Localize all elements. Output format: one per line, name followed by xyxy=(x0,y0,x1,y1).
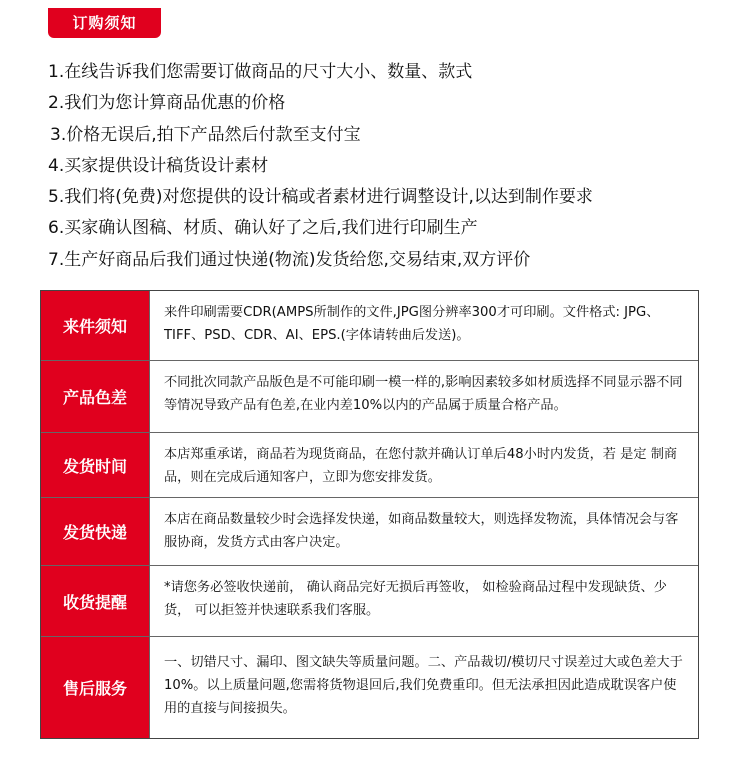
row-label: 发货时间 xyxy=(41,433,149,497)
order-steps-list xyxy=(48,57,728,276)
step-3: 3.价格无误后,拍下产品然后付款至支付宝 xyxy=(50,124,361,145)
info-table xyxy=(40,290,699,739)
row-text: 本店郑重承诺，商品若为现货商品，在您付款并确认订单后48小时内发货，若 是定 制商品，则在完成后通知客户，立即为您安排发货。 xyxy=(149,433,698,497)
step-5: 5.我们将(免费)对您提供的设计稿或者素材进行调整设计,以达到制作要求 xyxy=(48,187,593,208)
row-text: 本店在商品数量较少时会选择发快递，如商品数量较大，则选择发物流，具体情况会与客服协商，发货方式由客户决定。 xyxy=(149,498,698,565)
row-label: 来件须知 xyxy=(41,291,149,360)
table-row-shipping-time xyxy=(41,433,698,498)
step-4: 4.买家提供设计稿货设计素材 xyxy=(48,155,269,176)
table-row-receipt-reminder xyxy=(41,566,698,637)
order-notice-tag: 订购须知 xyxy=(48,8,161,38)
step-2: 2.我们为您计算商品优惠的价格 xyxy=(48,93,286,114)
table-row-color-difference xyxy=(41,361,698,433)
step-7: 7.生产好商品后我们通过快递(物流)发货给您,交易结束,双方评价 xyxy=(48,249,531,270)
row-text: 一、切错尺寸、漏印、图文缺失等质量问题。二、产品裁切/模切尺寸误差过大或色差大于10%。以上质量问题,您需将货物退回后,我们免费重印。但无法承担因此造成耽误客户使用的直接与间接损失。 xyxy=(149,637,698,738)
step-1: 1.在线告诉我们您需要订做商品的尺寸大小、数量、款式 xyxy=(48,62,473,82)
table-row-after-sales xyxy=(41,637,698,738)
row-text: 不同批次同款产品版色是不可能印刷一模一样的,影响因素较多如材质选择不同显示器不同等情况导致产品有色差,在业内差10%以内的产品属于质量合格产品。 xyxy=(149,361,698,432)
row-label: 发货快递 xyxy=(41,498,149,565)
row-text: *请您务必签收快递前， 确认商品完好无损后再签收， 如检验商品过程中发现缺货、少货， 可以拒签并快速联系我们客服。 xyxy=(149,566,698,636)
row-label: 售后服务 xyxy=(41,637,149,738)
row-label: 产品色差 xyxy=(41,361,149,432)
table-row-shipping-courier xyxy=(41,498,698,566)
row-text: 来件印刷需要CDR(AMPS所制作的文件,JPG图分辨率300才可印刷。文件格式: JPG、TIFF、PSD、CDR、AI、EPS.(字体请转曲后发送)。 xyxy=(149,291,698,360)
row-label: 收货提醒 xyxy=(41,566,149,636)
table-row-incoming-files xyxy=(41,291,698,361)
step-6: 6.买家确认图稿、材质、确认好了之后,我们进行印刷生产 xyxy=(48,218,478,239)
